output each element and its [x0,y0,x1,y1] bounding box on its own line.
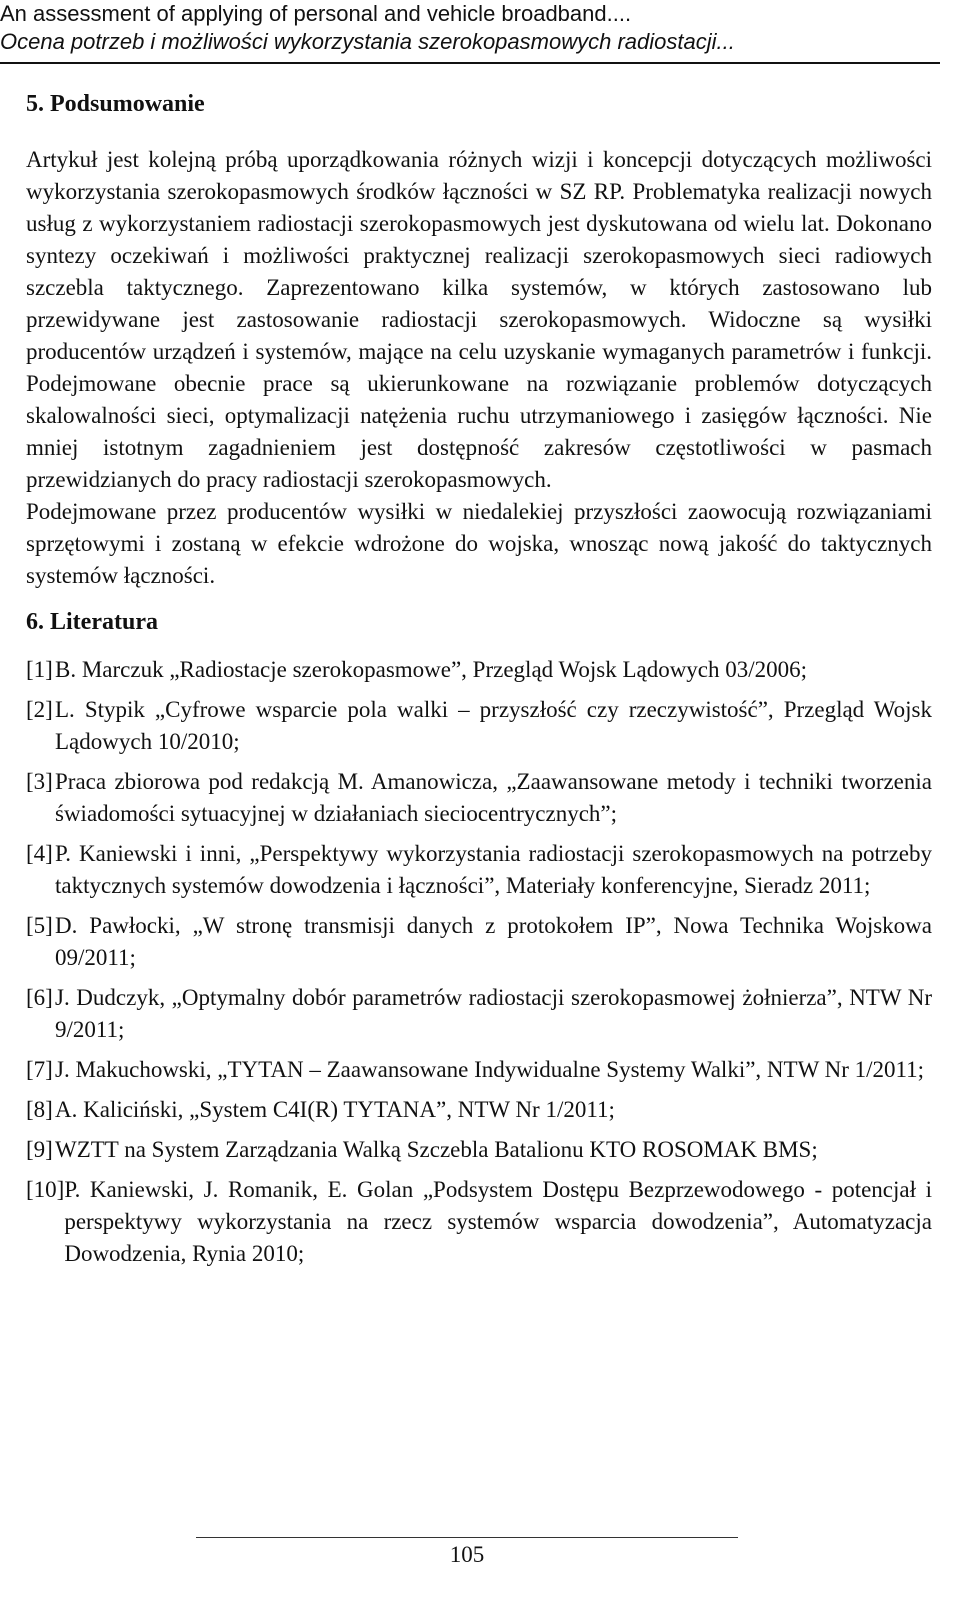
reference-number: [9] [26,1137,53,1162]
reference-item [26,654,932,686]
reference-item [26,1054,932,1086]
summary-paragraph: Podejmowane przez producentów wysiłki w niedalekiej przyszłości zaowocują rozwiązaniami sprzętowymi i zostaną w efekcie wdrożone do wojska, wnosząc nową jakość do taktycznych systemów łączności. [26,499,932,588]
header-divider [0,62,940,64]
reference-text: L. Stypik „Cyfrowe wsparcie pola walki – przyszłość czy rzeczywistość”, Przegląd Wojsk Lądowych 10/2010; [55,697,932,754]
reference-item [26,1134,932,1166]
reference-number: [6] [26,985,53,1010]
summary-heading: 5. Podsumowanie [26,91,205,117]
reference-number: [7] [26,1057,53,1082]
literature-section [26,606,932,1270]
footer-divider [196,1537,738,1538]
reference-number: [2] [26,697,53,722]
running-header-title-pl: Ocena potrzeb i możliwości wykorzystania szerokopasmowych radiostacji... [0,29,735,54]
reference-text: P. Kaniewski i inni, „Perspektywy wykorzystania radiostacji szerokopasmowych na potrzeby taktycznych systemów dowodzenia i łączności”, Materiały konferencyjne, Sieradz 2011; [55,841,932,898]
reference-text: WZTT na System Zarządzania Walką Szczebla Batalionu KTO ROSOMAK BMS; [55,1137,818,1162]
reference-number: [4] [26,841,53,866]
reference-text: P. Kaniewski, J. Romanik, E. Golan „Podsystem Dostępu Bezprzewodowego - potencjał i perspektywy wykorzystania na rzecz systemów wsparcia dowodzenia”, Automatyzacja Dowodzenia, Rynia 2010; [64,1177,932,1266]
reference-text: D. Pawłocki, „W stronę transmisji danych z protokołem IP”, Nowa Technika Wojskowa 09/2011; [55,913,932,970]
running-header [0,0,940,56]
page-number: 105 [449,1542,485,1567]
reference-number: [1] [26,657,53,682]
summary-paragraph: Artykuł jest kolejną próbą uporządkowania różnych wizji i koncepcji dotyczących możliwości wykorzystania szerokopasmowych środków łączności w SZ RP. Problematyka realizacji nowych usług z wykorzystaniem radiostacji szerokopasmowych jest dyskutowana od wielu lat. Dokonano syntezy oczekiwań i możliwości praktycznej realizacji szerokopasmowych sieci radiowych szczebla taktycznego. Zaprezentowano kilka systemów, w których zastosowano lub przewidywane jest zastosowanie radiostacji szerokopasmowych. Widoczne są wysiłki producentów urządzeń i systemów, mające na celu uzyskanie wymaganych parametrów i funkcji. Podejmowane obecnie prace są ukierunkowane na rozwiązanie problemów dotyczących skalowalności sieci, optymalizacji natężenia ruchu utrzymaniowego i zasięgów łączności. Nie mniej istotnym zagadnieniem jest dostępność zakresów częstotliwości w pasmach przewidzianych do pracy radiostacji szerokopasmowych. [26,147,932,492]
page-body [26,88,932,1278]
reference-text: A. Kaliciński, „System C4I(R) TYTANA”, NTW Nr 1/2011; [55,1097,615,1122]
reference-item [26,766,932,830]
reference-number: [8] [26,1097,53,1122]
reference-item [26,1174,932,1270]
reference-number: [3] [26,769,53,794]
reference-item [26,838,932,902]
reference-item [26,694,932,758]
summary-section [26,88,932,592]
running-header-title-en: An assessment of applying of personal and vehicle broadband.... [0,1,632,26]
reference-text: J. Dudczyk, „Optymalny dobór parametrów radiostacji szerokopasmowej żołnierza”, NTW Nr 9/2011; [55,985,932,1042]
reference-number: [5] [26,913,53,938]
reference-item [26,982,932,1046]
reference-list [26,654,932,1270]
reference-item [26,1094,932,1126]
reference-text: J. Makuchowski, „TYTAN – Zaawansowane Indywidualne Systemy Walki”, NTW Nr 1/2011; [55,1057,925,1082]
reference-text: B. Marczuk „Radiostacje szerokopasmowe”, Przegląd Wojsk Lądowych 03/2006; [55,657,808,682]
literature-heading: 6. Literatura [26,609,158,635]
reference-text: Praca zbiorowa pod redakcją M. Amanowicza, „Zaawansowane metody i techniki tworzenia świadomości sytuacyjnej w działaniach sieciocentrycznych”; [55,769,932,826]
reference-item [26,910,932,974]
reference-number: [10] [26,1177,65,1202]
